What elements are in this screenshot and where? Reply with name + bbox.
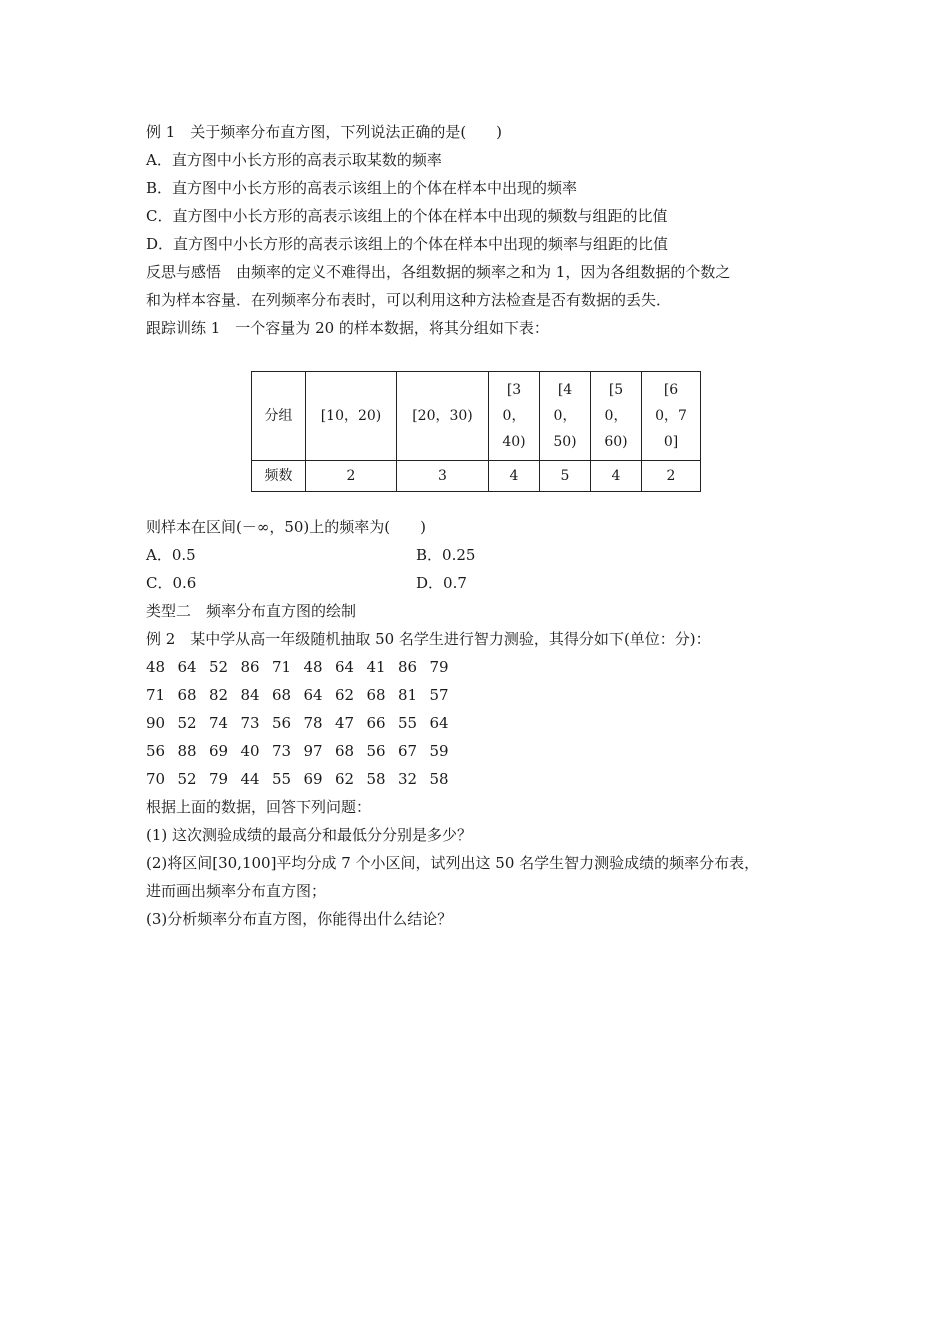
score: 48 [303,658,323,676]
score: 64 [177,658,197,676]
grouping-table [251,371,701,492]
score: 79 [429,658,449,676]
practice-option-d: D．0.7 [416,574,467,592]
table-cell-text: [60，70] [655,382,687,450]
table-cell [540,372,591,461]
score: 64 [335,658,355,676]
score: 52 [177,714,197,732]
score: 82 [209,686,229,704]
score: 58 [429,770,449,788]
table-cell: [10，20) [306,372,397,461]
table-cell: [20，30) [397,372,489,461]
score: 44 [240,770,260,788]
score: 68 [177,686,197,704]
score-row [146,769,461,789]
score: 73 [240,714,260,732]
score: 78 [303,714,323,732]
score: 68 [272,686,292,704]
practice-option-b: B．0.25 [416,546,476,564]
score: 64 [429,714,449,732]
option-c: C．直方图中小长方形的高表示该组上的个体在样本中出现的频数与组距的比值 [146,207,668,225]
score: 84 [240,686,260,704]
score: 81 [398,686,418,704]
score: 55 [398,714,418,732]
table-row [252,372,701,461]
score: 97 [303,742,323,760]
score: 52 [177,770,197,788]
table-cell: 4 [489,461,540,492]
score: 58 [366,770,386,788]
score: 62 [335,770,355,788]
example2-intro: 例 2 某中学从高一年级随机抽取 50 名学生进行智力测验，其得分如下(单位：分)： [146,630,711,648]
question-3: (3)分析频率分布直方图，你能得出什么结论？ [146,910,453,928]
score: 56 [366,742,386,760]
score: 68 [366,686,386,704]
score: 41 [366,658,386,676]
score: 69 [209,742,229,760]
score: 86 [398,658,418,676]
question-2-line-2: 进而画出频率分布直方图； [146,882,327,900]
reflection-line-1: 反思与感悟 由频率的定义不难得出，各组数据的频率之和为 1，因为各组数据的个数之 [146,263,731,281]
score: 52 [209,658,229,676]
score: 79 [209,770,229,788]
score-row [146,685,461,705]
practice-option-c: C．0.6 [146,574,197,592]
example1-question: 例 1 关于频率分布直方图，下列说法正确的是( ) [146,123,503,141]
table-cell [642,372,701,461]
table-cell: 2 [306,461,397,492]
option-b: B．直方图中小长方形的高表示该组上的个体在样本中出现的频率 [146,179,578,197]
table-cell-text: [30，40) [502,382,526,450]
table-header-count: 频数 [252,461,306,492]
score: 71 [272,658,292,676]
score: 74 [209,714,229,732]
score: 70 [146,770,166,788]
score: 48 [146,658,166,676]
score: 56 [146,742,166,760]
score: 73 [272,742,292,760]
table-cell: 5 [540,461,591,492]
practice-option-a: A．0.5 [146,546,196,564]
practice1-intro: 跟踪训练 1 一个容量为 20 的样本数据，将其分组如下表： [146,319,549,337]
example2-prompt: 根据上面的数据，回答下列问题： [146,798,372,816]
option-d: D．直方图中小长方形的高表示该组上的个体在样本中出现的频率与组距的比值 [146,235,669,253]
score: 56 [272,714,292,732]
table-header-group: 分组 [252,372,306,461]
table-cell: 2 [642,461,701,492]
score: 88 [177,742,197,760]
type2-title: 类型二 频率分布直方图的绘制 [146,602,357,620]
practice1-question: 则样本在区间(－∞，50)上的频率为( ) [146,518,426,536]
score: 86 [240,658,260,676]
score-row [146,657,461,677]
score: 69 [303,770,323,788]
table-cell: 4 [591,461,642,492]
score: 64 [303,686,323,704]
question-1: (1) 这次测验成绩的最高分和最低分分别是多少？ [146,826,473,844]
score: 59 [429,742,449,760]
score: 71 [146,686,166,704]
table-cell: 3 [397,461,489,492]
score: 62 [335,686,355,704]
score: 32 [398,770,418,788]
question-2-line-1: (2)将区间[30,100]平均分成 7 个小区间，试列出这 50 名学生智力测验成绩的频率分布表， [146,854,760,872]
score: 90 [146,714,166,732]
score: 47 [335,714,355,732]
table-cell-text: [40，50) [553,382,577,450]
score: 57 [429,686,449,704]
table-cell [591,372,642,461]
reflection-line-2: 和为样本容量．在列频率分布表时，可以利用这种方法检查是否有数据的丢失． [146,291,672,309]
score-row [146,741,461,761]
option-a: A．直方图中小长方形的高表示取某数的频率 [146,151,442,169]
score: 66 [366,714,386,732]
score: 55 [272,770,292,788]
table-cell-text: [50，60) [604,382,628,450]
score-row [146,713,461,733]
table-row [252,461,701,492]
score: 40 [240,742,260,760]
table-cell [489,372,540,461]
score: 67 [398,742,418,760]
score: 68 [335,742,355,760]
